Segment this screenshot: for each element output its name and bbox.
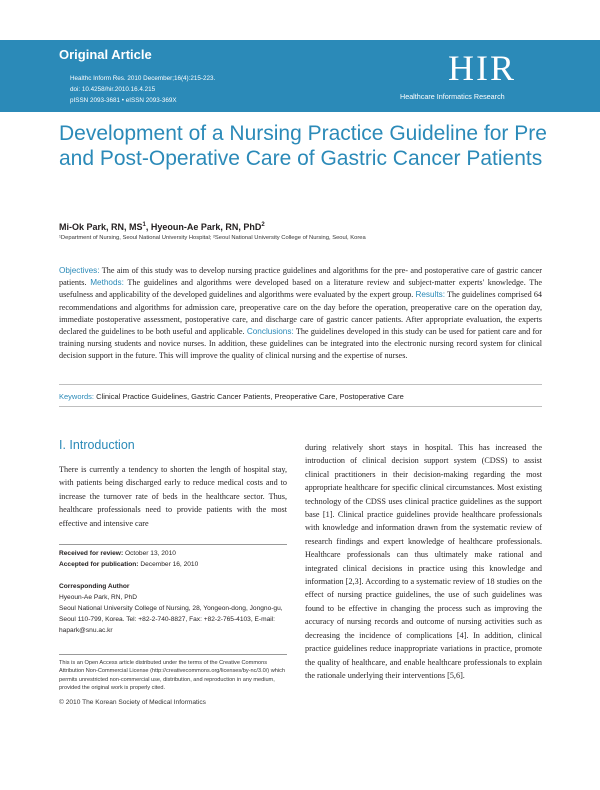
logo-letters: HIR — [448, 48, 516, 88]
results-label: Results: — [415, 290, 446, 300]
author-2: Hyeoun-Ae Park, RN, PhD — [150, 222, 262, 232]
intro-left-paragraph: There is currently a tendency to shorten the length of hospital stay, with patients being discharged early to reduce medical costs and to increase the turnover rate of beds in the healthcare sector. Thus, healthcare professionals need to provide patients with the most effective and intensive care — [59, 465, 287, 528]
results-text: The guidelines comprised 64 recommendations and algorithms for admission care, preoperative care on the day before the operation, preoperative care on the operation day, immediate postoperative assessment, postoperative care, and discharge care of gastric cancer patients. After appropriate evaluation, the experts declared the guidelines to be both useful and applicable. — [59, 290, 543, 337]
methods-text: The guidelines and algorithms were developed based on a literature review and subject-matter experts' knowledge. The usefulness and applicability of the developed guidelines and algorithms were evaluated by the expert group. — [59, 278, 542, 300]
section-heading: I. Introduction — [59, 438, 135, 452]
objectives-text: The aim of this study was to develop nursing practice guidelines and algorithms for the pre- and postoperative care of gastric cancer patients. — [59, 266, 542, 288]
journal-logo — [391, 40, 600, 112]
license-rule — [59, 654, 287, 655]
methods-label: Methods: — [90, 278, 124, 288]
objectives-label: Objectives: — [59, 266, 100, 275]
author-sep: , — [145, 222, 151, 232]
doi: doi: 10.4258/hir.2010.16.4.215 — [70, 86, 156, 93]
accepted-date: December 16, 2010 — [140, 561, 199, 568]
authors — [59, 222, 265, 232]
corresponding-block — [59, 581, 287, 636]
citation-meta — [70, 73, 215, 106]
keywords-label: Keywords: — [59, 392, 95, 401]
intro-right-paragraph: during relatively short stays in hospital. This has increased the introduction of clinical decision support system (CDSS) to assist clinical practitioners in their decision-making regarding the most appropriate healthcare for specific clinical circumstances. Most existing technology of the CDSS uses clinical practice guidelines as the support base [1]. Clinical practice guidelines provide healthcare professionals with knowledge and information drawn from the systematic review of research findings and expert knowledge of healthcare professionals. Healthcare professionals can thus ultimately make rational and integrated clinical decisions in practice using this knowledge and information [2,3]. According to a systematic review of 18 studies on the effect of nursing practice guidelines, the use of such guidelines was found to be effective in changing the process such as improving the accuracy of nursing records and outcome of nursing activities such as decreasing the incidence of complications [4]. In addition, clinical practice guidelines reduce inappropriate variations in practice, promote the quality of healthcare, and enable healthcare professionals to explain the rationale underlying their interventions [5,6]. — [305, 443, 542, 680]
author-1: Mi-Ok Park, RN, MS — [59, 222, 143, 232]
keywords-text: Clinical Practice Guidelines, Gastric Cancer Patients, Preoperative Care, Postoperative Care — [96, 392, 404, 401]
conclusions-label: Conclusions: — [246, 327, 294, 337]
received-rule — [59, 544, 287, 545]
accepted-label: Accepted for publication: — [59, 561, 139, 568]
keywords — [59, 392, 542, 401]
copyright: © 2010 The Korean Society of Medical Informatics — [59, 699, 206, 706]
article-title: Development of a Nursing Practice Guideline for Pre and Post-Operative Care of Gastric Cancer Patients — [59, 122, 547, 170]
affiliations: ¹Department of Nursing, Seoul National University Hospital; ²Seoul National University College of Nursing, Seoul, Korea — [59, 235, 366, 241]
author-2-sup: 2 — [261, 222, 265, 228]
conclusions-text: The guidelines developed in this study can be used for patient care and for training nursing students and novice nurses. In addition, these guidelines can be integrated into the electronic nursing record system for clinical decision support in the future. This will improve the quality of clinical nursing and the expertise of nurses. — [59, 327, 543, 361]
received-date: October 13, 2010 — [124, 550, 176, 557]
abstract — [59, 265, 542, 363]
received-label: Received for review: — [59, 550, 124, 557]
journal-name: Healthcare Informatics Research — [400, 92, 505, 101]
corresponding-name: Hyeoun-Ae Park, RN, PhD — [59, 594, 138, 601]
keywords-top-rule — [59, 384, 542, 385]
corresponding-label: Corresponding Author — [59, 583, 130, 590]
issn: pISSN 2093-3681 • eISSN 2093-369X — [70, 97, 177, 104]
keywords-bottom-rule — [59, 406, 542, 407]
received-block — [59, 548, 287, 570]
author-1-sup: 1 — [142, 222, 146, 228]
license-text: This is an Open Access article distributed under the terms of the Creative Commons Attribution Non-Commercial License (http://creativecommons.org/licenses/by-nc/3.0/) which permits unrestricted non-commercial use, distribution, and reproduction in any medium, provided the original work is properly cited. — [59, 660, 286, 692]
article-type: Original Article — [59, 47, 152, 62]
corresponding-address: Seoul National University College of Nursing, 28, Yongeon-dong, Jongno-gu, Seoul 110-799, Korea. Tel: +82-2-740-8827, Fax: +82-2-765-4103, E-mail: hapark@snu.ac.kr — [59, 605, 283, 634]
citation: Healthc Inform Res. 2010 December;16(4):215-223. — [70, 75, 216, 82]
